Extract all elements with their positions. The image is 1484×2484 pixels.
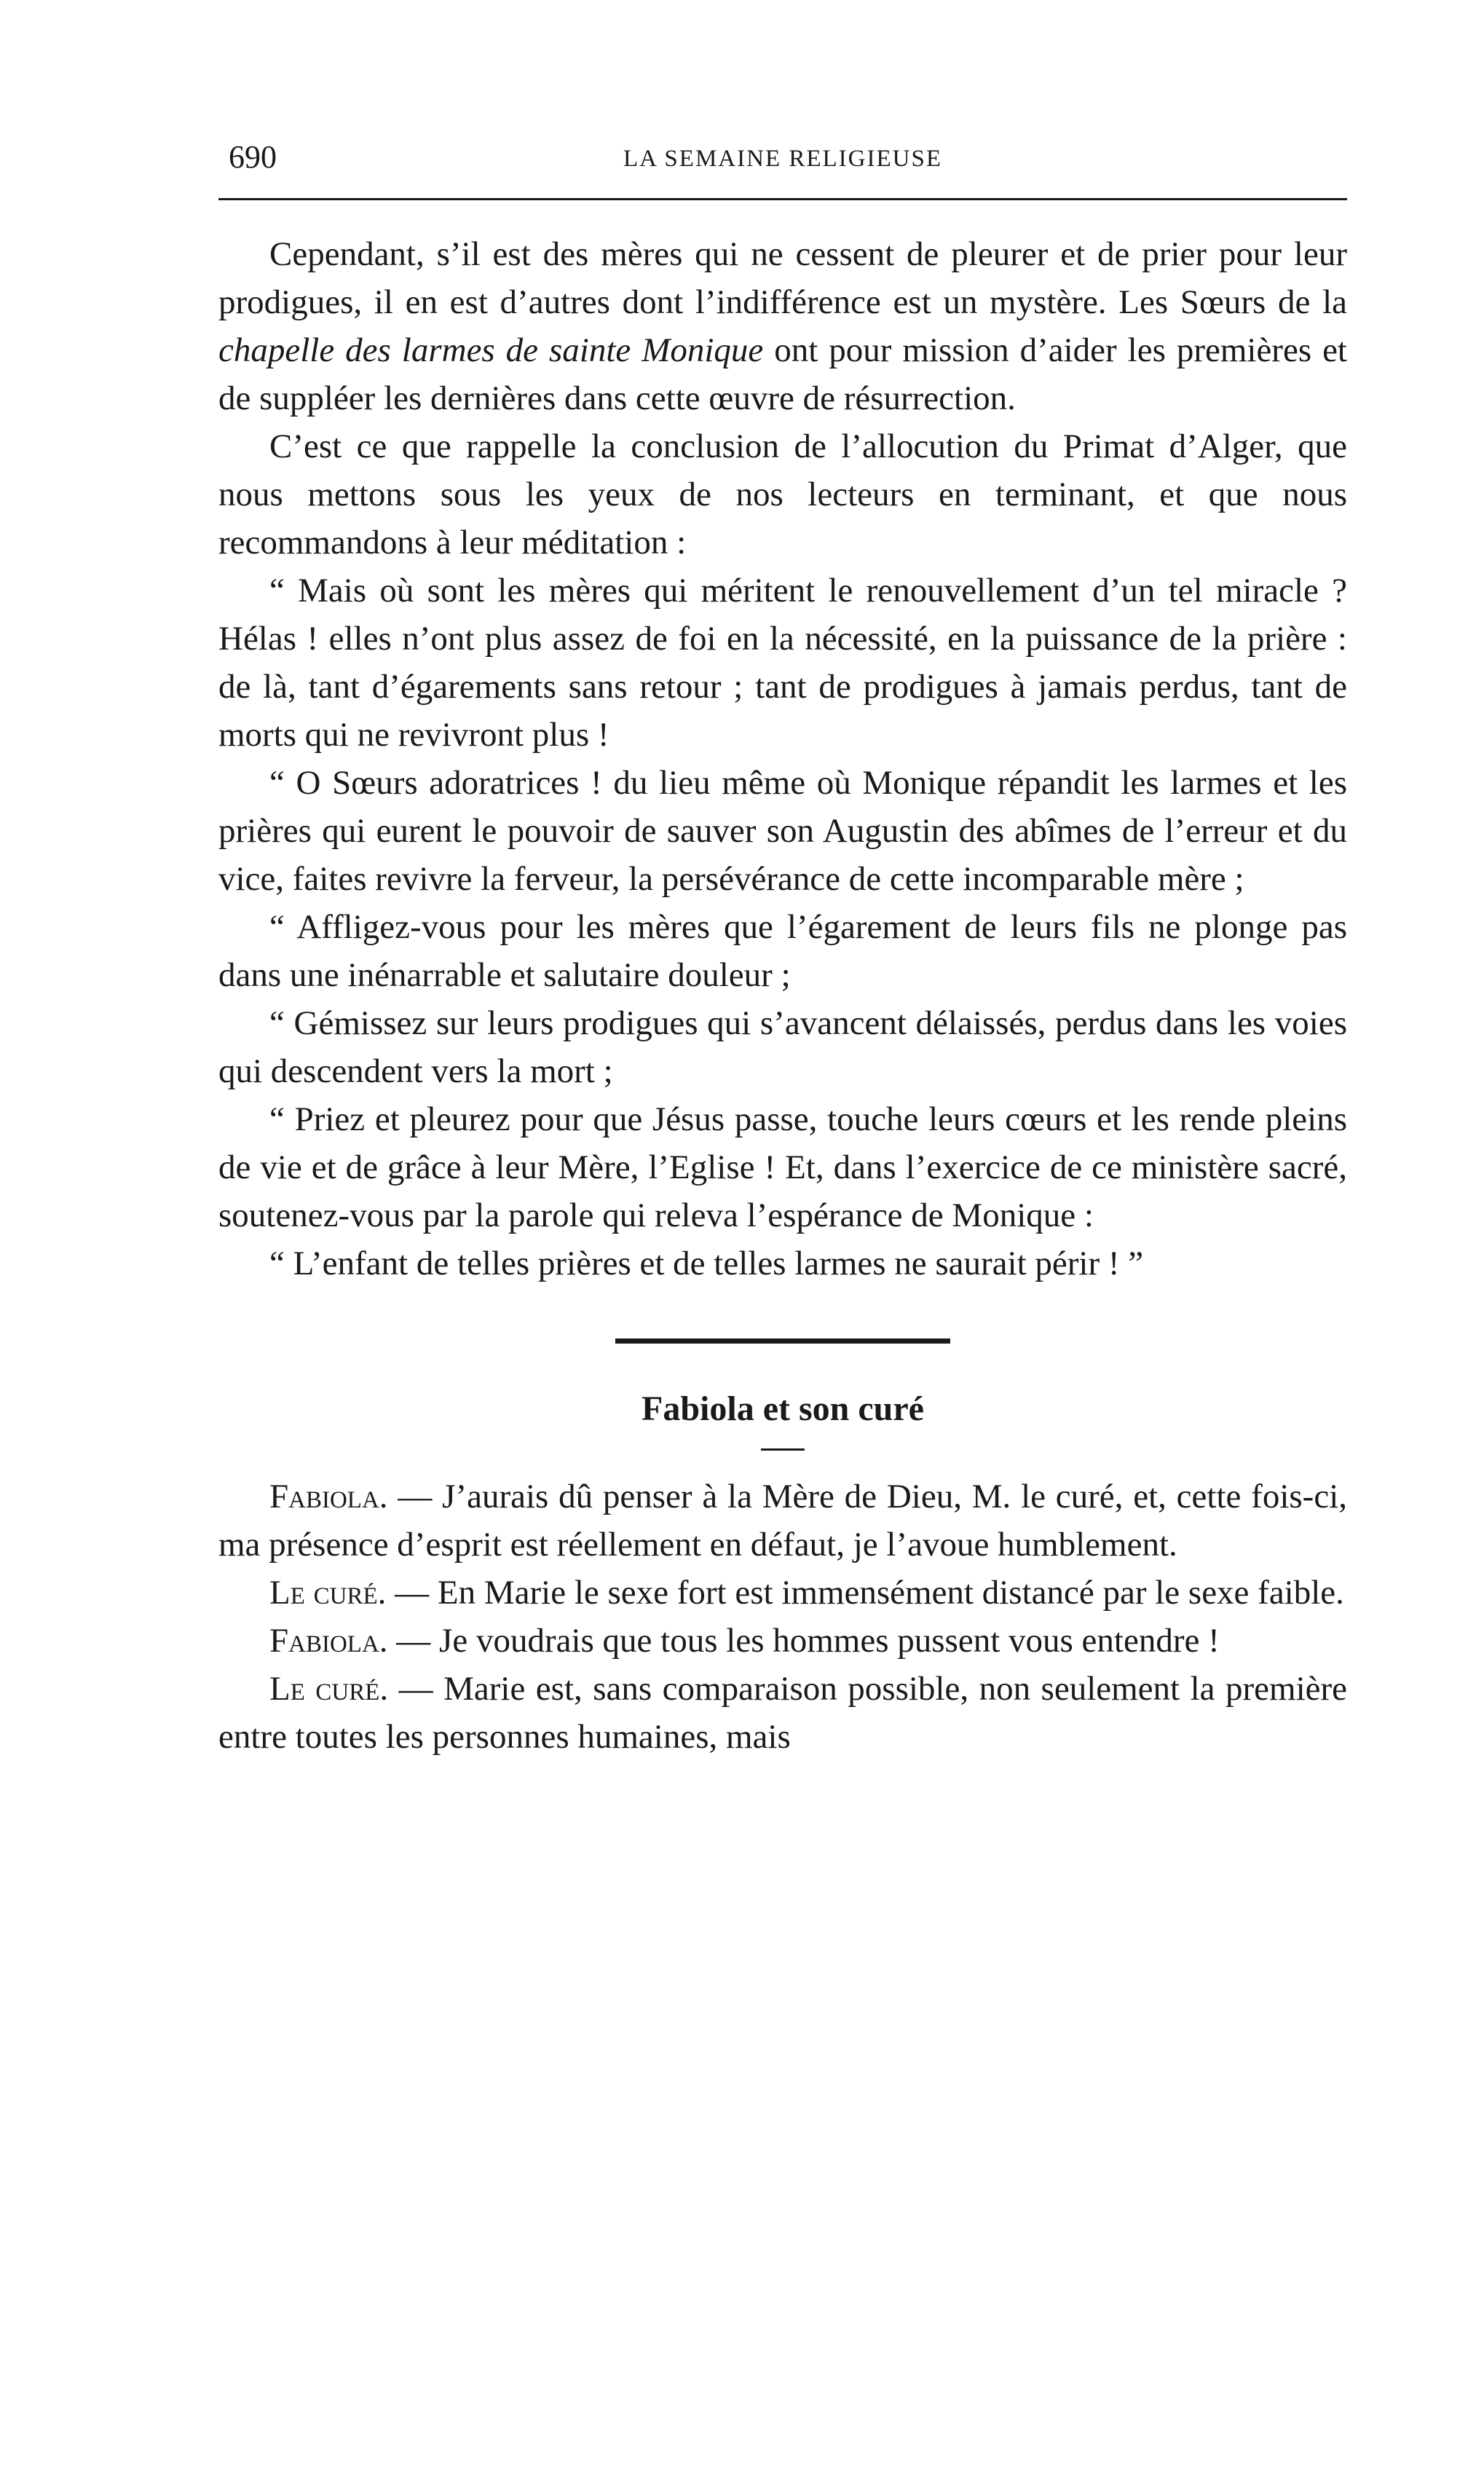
- speaker: Le curé.: [269, 1670, 389, 1708]
- speaker: Fabiola.: [269, 1478, 388, 1515]
- section-separator: [615, 1338, 950, 1344]
- dialogue-line: Fabiola. — J’aurais dû penser à la Mère de Dieu, M. le curé, et, cette fois-ci, ma présence d’esprit est réellement en défaut, je l’avoue humblement.: [218, 1478, 1347, 1564]
- speaker: Fabiola.: [269, 1622, 388, 1660]
- quote-paragraph: “ Affligez-vous pour les mères que l’égarement de leurs fils ne plonge pas dans une inénarrable et salutaire douleur ;: [218, 908, 1347, 994]
- paragraph: C’est ce que rappelle la conclusion de l’allocution du Primat d’Alger, que nous mettons sous les yeux de nos lecteurs en terminant, et que nous recommandons à leur méditation :: [218, 427, 1347, 561]
- dialogue-line: Fabiola. — Je voudrais que tous les hommes pussent vous entendre !: [269, 1622, 1220, 1660]
- running-title: LA SEMAINE RELIGIEUSE: [623, 146, 942, 172]
- quote-paragraph: “ Gémissez sur leurs prodigues qui s’avancent délaissés, perdus dans les voies qui descendent vers la mort ;: [218, 1004, 1347, 1090]
- dialogue-line: Le curé. — En Marie le sexe fort est immensément distancé par le sexe faible.: [269, 1574, 1344, 1612]
- quote-paragraph: “ Priez et pleurez pour que Jésus passe, touche leurs cœurs et les rende pleins de vie et de grâce à leur Mère, l’Eglise ! Et, dans l’exercice de ce ministère sacré, soutenez-vous par la parole qui releva l’espérance de Monique :: [218, 1100, 1347, 1234]
- title-dash: [761, 1448, 805, 1451]
- page-header: [218, 138, 1347, 182]
- quote-paragraph: “ Mais où sont les mères qui méritent le renouvellement d’un tel miracle ? Hélas ! elles n’ont plus assez de foi en la nécessité, en la puissance de la prière : de là, tant d’égarements sans retour ; tant de prodigues à jamais perdus, tant de morts qui ne revivront plus !: [218, 572, 1347, 754]
- quote-paragraph: “ O Sœurs adoratrices ! du lieu même où Monique répandit les larmes et les prières qui eurent le pouvoir de sauver son Augustin des abîmes de l’erreur et du vice, faites revivre la ferveur, la persévérance de cette incomparable mère ;: [218, 764, 1347, 898]
- page-number: 690: [229, 139, 277, 175]
- book-page: [218, 138, 1347, 1756]
- header-rule: [218, 198, 1347, 200]
- paragraph: Cependant, s’il est des mères qui ne cessent de pleurer et de prier pour leur prodigues, il en est d’autres dont l’indifférence est un mystère. Les Sœurs de la chapelle des larmes de sainte Monique ont pour mission d’aider les premières et de suppléer les dernières dans cette œuvre de résurrection.: [218, 235, 1347, 417]
- page-body: [218, 230, 1347, 1761]
- section-title: Fabiola et son curé: [642, 1389, 924, 1428]
- speaker: Le curé.: [269, 1574, 387, 1612]
- quote-paragraph: “ L’enfant de telles prières et de telles larmes ne saurait périr ! ”: [269, 1245, 1144, 1282]
- dialogue-line: Le curé. — Marie est, sans comparaison possible, non seulement la première entre toutes les personnes humaines, mais: [218, 1670, 1347, 1756]
